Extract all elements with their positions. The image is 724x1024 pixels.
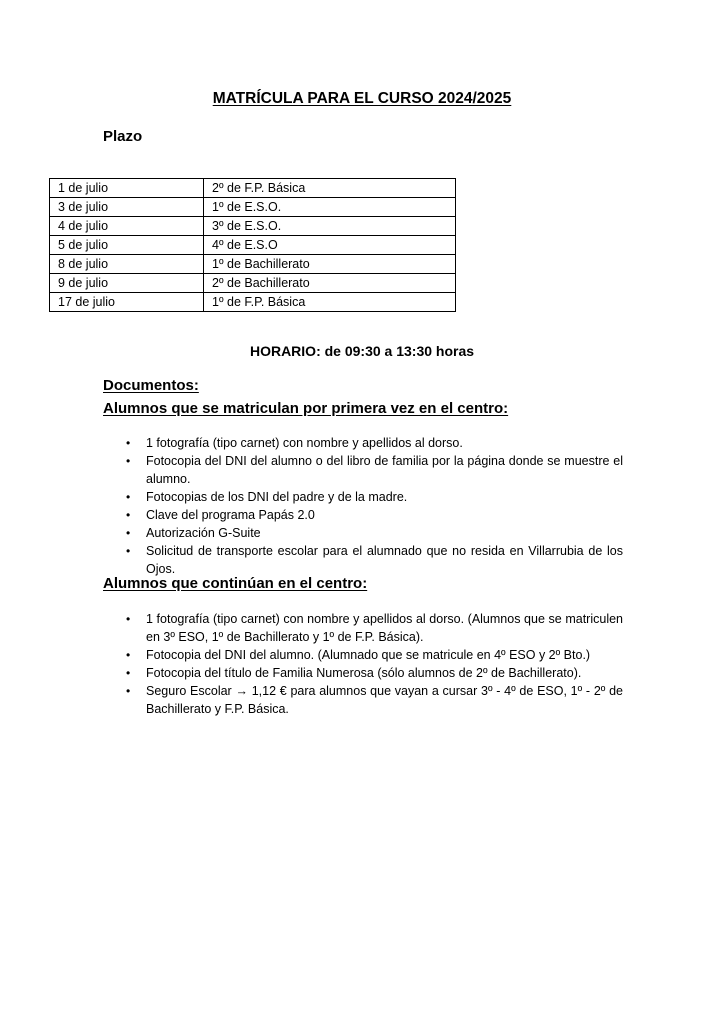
schedule-course: 1º de Bachillerato [204, 255, 456, 274]
new-students-heading: Alumnos que se matriculan por primera vez en el centro: [103, 400, 509, 417]
bullet-icon: • [126, 612, 131, 626]
schedule-course: 3º de E.S.O. [204, 217, 456, 236]
list-item [103, 664, 623, 682]
horario-text: HORARIO: de 09:30 a 13:30 horas [249, 343, 475, 359]
plazo-heading: Plazo [103, 128, 143, 145]
list-item [103, 524, 623, 542]
schedule-course: 2º de F.P. Básica [204, 179, 456, 198]
bullet-icon: • [126, 544, 131, 558]
list-item [103, 682, 623, 718]
list-item-text: Clave del programa Papás 2.0 [146, 508, 315, 522]
schedule-date: 1 de julio [50, 179, 204, 198]
list-item-text: Fotocopia del título de Familia Numerosa (sólo alumnos de 2º de Bachillerato). [146, 666, 582, 680]
table-row [50, 198, 456, 217]
schedule-date: 17 de julio [50, 293, 204, 312]
list-item [103, 542, 623, 578]
table-row [50, 274, 456, 293]
continuing-students-list [103, 610, 623, 718]
schedule-course: 1º de F.P. Básica [204, 293, 456, 312]
table-row [50, 236, 456, 255]
list-item [103, 646, 623, 664]
list-item [103, 610, 623, 646]
schedule-date: 3 de julio [50, 198, 204, 217]
list-item-text: Solicitud de transporte escolar para el alumnado que no resida en Villarrubia de los Ojos. [146, 544, 623, 576]
bullet-icon: • [126, 454, 131, 468]
schedule-course: 1º de E.S.O. [204, 198, 456, 217]
table-row [50, 217, 456, 236]
list-item-text: Fotocopia del DNI del alumno o del libro de familia por la página donde se muestre el alumno. [146, 454, 623, 486]
schedule-date: 9 de julio [50, 274, 204, 293]
bullet-icon: • [126, 508, 131, 522]
list-item [103, 488, 623, 506]
list-item-text: Fotocopia del DNI del alumno. (Alumnado que se matricule en 4º ESO y 2º Bto.) [146, 648, 591, 662]
page-title: MATRÍCULA PARA EL CURSO 2024/2025 [212, 90, 512, 107]
bullet-icon: • [126, 648, 131, 662]
bullet-icon: • [126, 684, 131, 698]
table-row [50, 255, 456, 274]
continuing-students-heading: Alumnos que continúan en el centro: [103, 575, 368, 592]
list-item-text: Seguro Escolar → 1,12 € para alumnos que vayan a cursar 3º - 4º de ESO, 1º - 2º de Bachillerato y F.P. Básica. [146, 684, 623, 716]
bullet-icon: • [126, 526, 131, 540]
list-item-text: Fotocopias de los DNI del padre y de la madre. [146, 490, 408, 504]
bullet-icon: • [126, 490, 131, 504]
bullet-icon: • [126, 666, 131, 680]
documentos-heading: Documentos: [103, 377, 199, 394]
new-students-list [103, 434, 623, 578]
list-item [103, 506, 623, 524]
schedule-course: 2º de Bachillerato [204, 274, 456, 293]
schedule-table [49, 178, 456, 312]
list-item [103, 434, 623, 452]
schedule-date: 5 de julio [50, 236, 204, 255]
list-item [103, 452, 623, 488]
list-item-text: Autorización G-Suite [146, 526, 261, 540]
list-item-text: 1 fotografía (tipo carnet) con nombre y apellidos al dorso. [146, 436, 463, 450]
table-row [50, 293, 456, 312]
schedule-date: 8 de julio [50, 255, 204, 274]
bullet-icon: • [126, 436, 131, 450]
table-row [50, 179, 456, 198]
list-item-text: 1 fotografía (tipo carnet) con nombre y apellidos al dorso. (Alumnos que se matriculen en 3º ESO, 1º de Bachillerato y 1º de F.P. Básica). [146, 612, 623, 644]
schedule-date: 4 de julio [50, 217, 204, 236]
schedule-course: 4º de E.S.O [204, 236, 456, 255]
